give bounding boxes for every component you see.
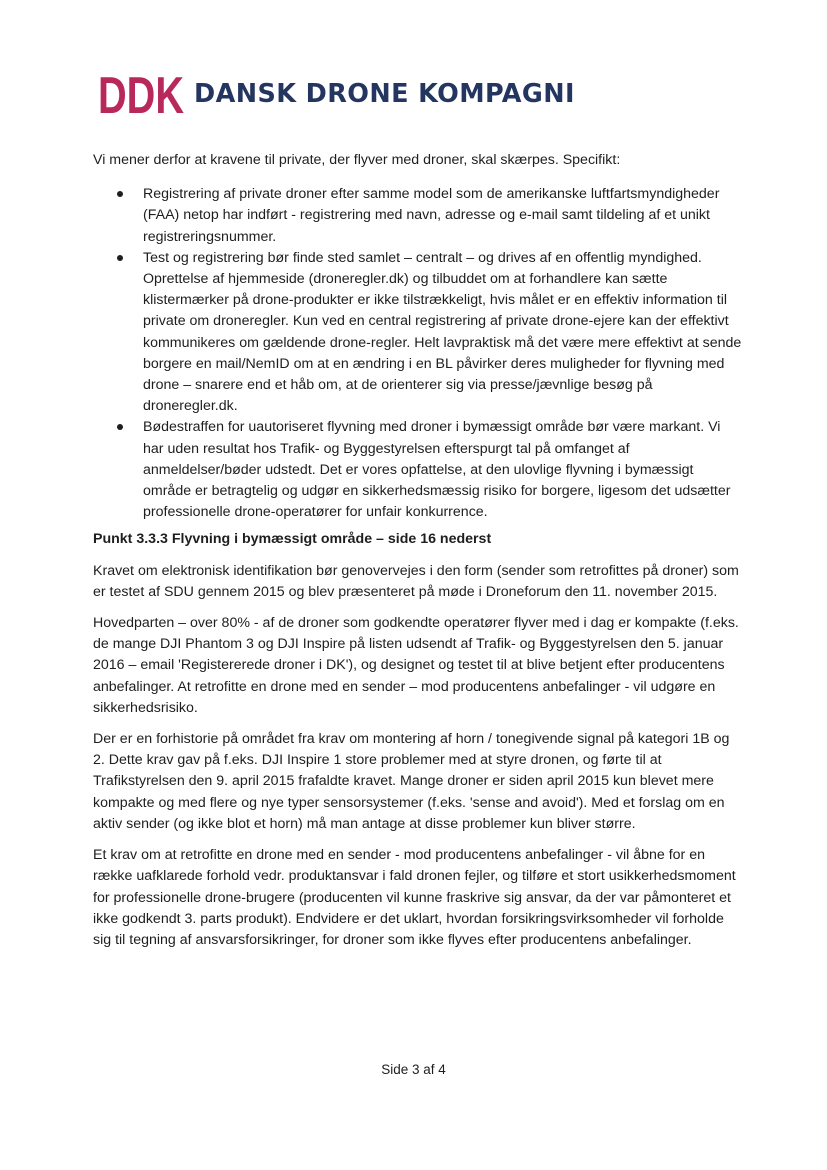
- paragraph: Der er en forhistorie på området fra krav om montering af horn / tonegivende signal på kategori 1B og 2. Dette krav gav på f.eks. DJI Inspire 1 store problemer med at styre dronen, og førte til at Trafikstyrelsen den 9. april 2015 frafaldte kravet. Mange droner er siden april 2015 kun blevet mere kompakte og med flere og nye typer sensorsystemer (f.eks. 'sense and avoid'). Med et forslag om en aktiv sender (og ikke blot et horn) må man antage at disse problemer kun bliver større.: [93, 731, 730, 832]
- paragraph: Hovedparten – over 80% - af de droner som godkendte operatører flyver med i dag er kompakte (f.eks. de mange DJI Phantom 3 og DJI Inspire på listen udsendt af Trafik- og Byggestyrelsen den 5. januar 2016 – email 'Registererede droner i DK'), og designet og testet til at blive betjent efter producentens anbefalinger. At retrofitte en drone med en sender – mod producentens anbefalinger - vil udgøre en sikkerhedsrisiko.: [93, 615, 739, 716]
- letter-body: [93, 150, 743, 961]
- company-name: DANSK DRONE KOMPAGNI: [194, 79, 575, 109]
- paragraph: Kravet om elektronisk identifikation bør genovervejes i den form (sender som retrofittes på droner) som er testet af SDU gennem 2015 og blev præsenteret på møde i Droneforum den 11. november 2015.: [93, 562, 739, 600]
- section-heading: Punkt 3.3.3 Flyvning i bymæssigt område – side 16 nederst: [93, 531, 492, 548]
- company-logo: [98, 67, 575, 125]
- intro-paragraph: Vi mener derfor at kravene til private, der flyver med droner, skal skærpes. Specifikt:: [93, 152, 621, 168]
- paragraph: Et krav om at retrofitte en drone med en sender - mod producentens anbefalinger - vil åbne for en række uafklarede forhold vedr. produktansvar i fald dronen fejler, og tilføre et stort usikkerhedsmoment for professionelle drone-brugere (producenten vil kunne fraskrive sig ansvar, da der var påmonteret et ikke godkendt 3. parts produkt). Endvidere er det uklart, hvordan forsikringsvirksomheder vil forholde sig til tegning af ansvarsforsikringer, for droner som ikke flyves efter producentens anbefalinger.: [93, 847, 736, 948]
- list-item: [93, 248, 743, 418]
- bullet-icon: [117, 255, 123, 261]
- list-item-text: Registrering af private droner efter samme model som de amerikanske luftfartsmyndigheder (FAA) netop har indført - registrering med navn, adresse og e-mail samt tildeling af et unikt registreringsnummer.: [143, 186, 720, 245]
- bullet-icon: [117, 424, 123, 430]
- list-item-text: Bødestraffen for uautoriseret flyvning med droner i bymæssigt område bør være markant. Vi har uden resultat hos Trafik- og Byggestyrelsen efterspurgt tal på omfanget af anmeldelser/bøder udstedt. Det er vores opfattelse, at den ulovlige flyvning i bymæssigt område er betragtelig og udgør en sikkerhedsmæssig risiko for borgere, ligesom det udsætter professionelle drone-operatører for unfair konkurrence.: [143, 419, 731, 521]
- logo-mark-text: DDK: [98, 67, 185, 125]
- list-item: [93, 184, 743, 248]
- requirements-list: [93, 184, 743, 523]
- bullet-icon: [117, 191, 123, 197]
- page-number: Side 3 af 4: [381, 1062, 446, 1077]
- ddk-logo-mark: [98, 67, 185, 125]
- list-item-text: Test og registrering bør finde sted samlet – centralt – og drives af en offentlig myndighed. Oprettelse af hjemmeside (droneregler.dk) og tilbuddet om at forhandlere kan sætte klistermærker på drone-produkter er ikke tilstrækkeligt, hvis målet er en effektiv information til private om droneregler. Kun ved en central registrering af private drone-ejere kan der effektivt kommunikeres om gældende drone-regler. Helt lavpraktisk må det være mere effektivt at sende borgere en mail/NemID om at en ændring i en BL påvirker deres muligheder for flyvning med drone – snarere end et håb om, at de orienterer sig via presse/jævnlige besøg på droneregler.dk.: [143, 249, 742, 415]
- list-item: [93, 417, 743, 523]
